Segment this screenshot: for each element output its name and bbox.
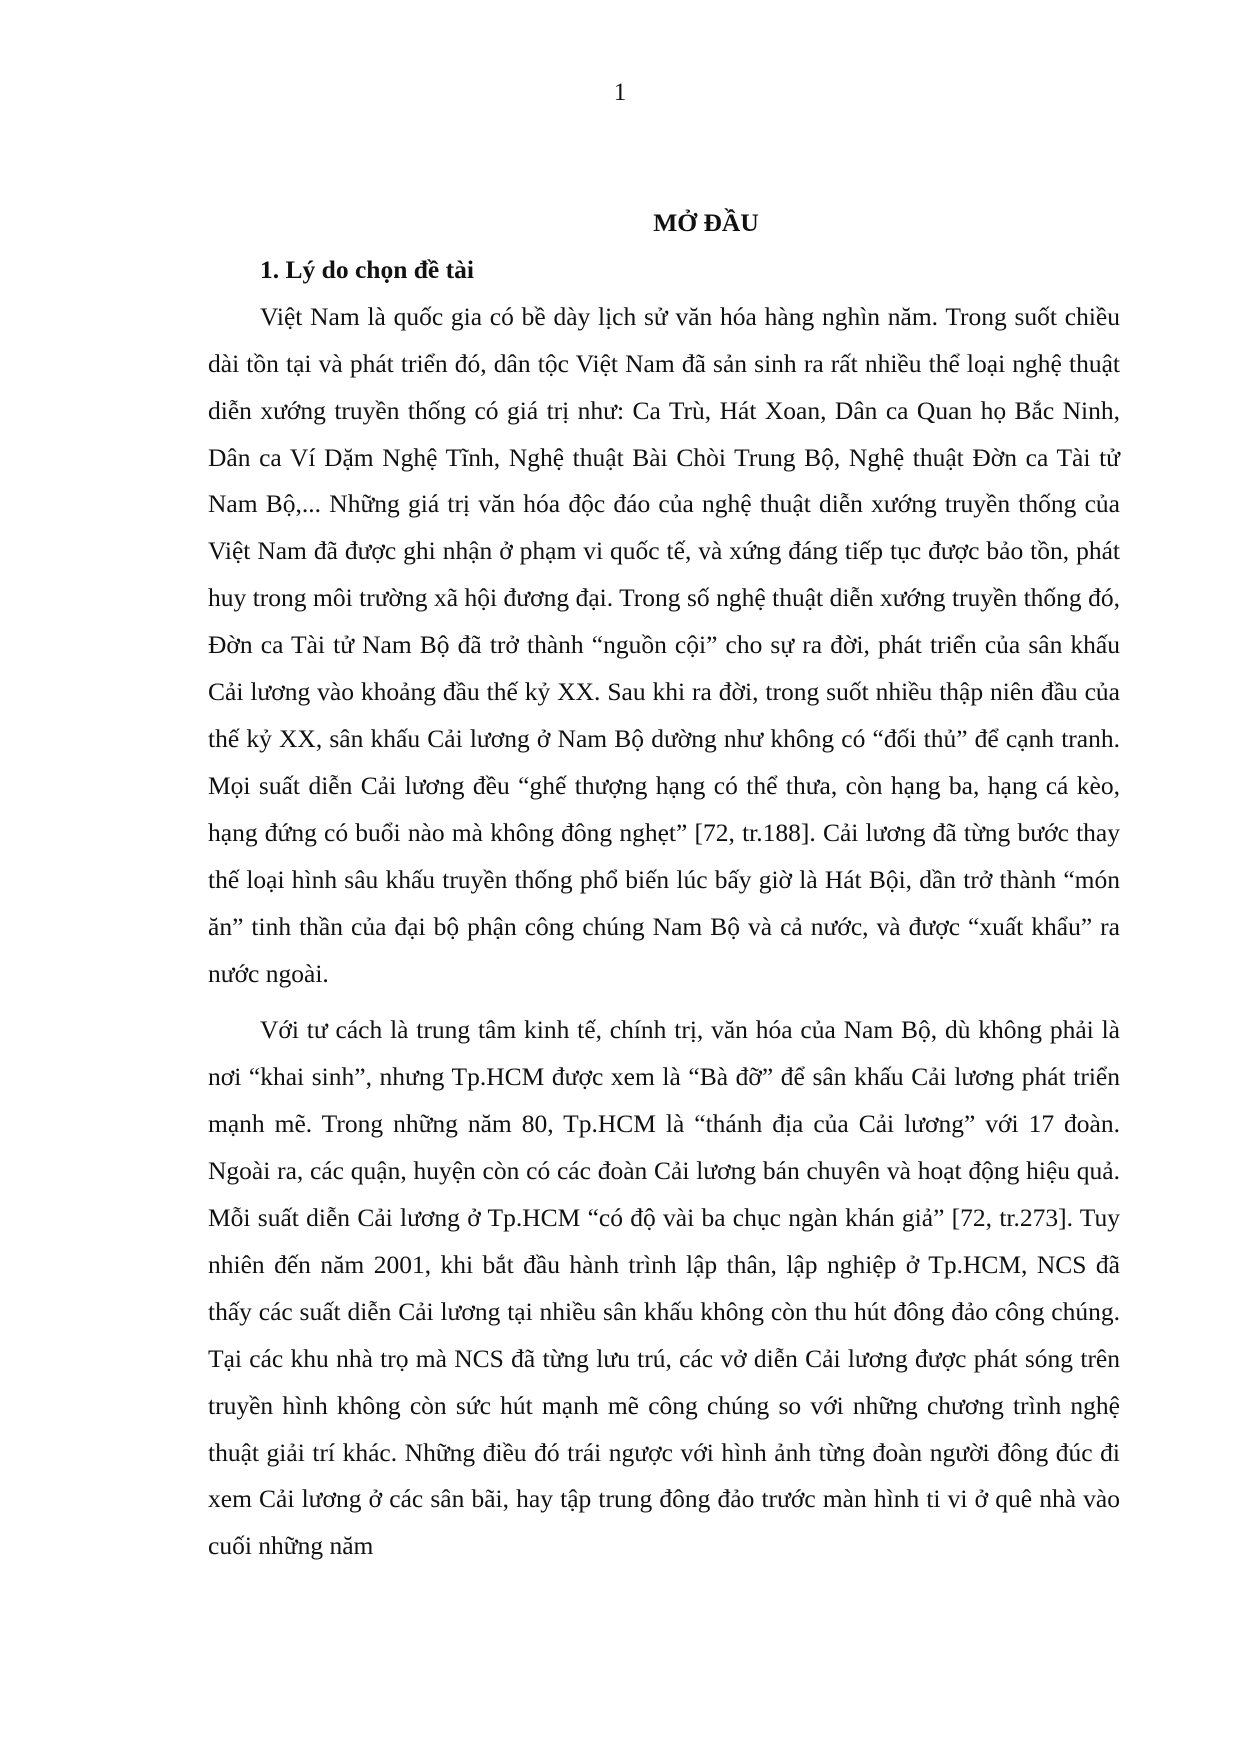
paragraph-2: Với tư cách là trung tâm kinh tế, chính trị, văn hóa của Nam Bộ, dù không phải là nơi “khai sinh”, nhưng Tp.HCM được xem là “Bà đỡ” để sân khấu Cải lương phát triển mạnh mẽ. Trong những năm 80, Tp.HCM là “thánh địa của Cải lương” với 17 đoàn. Ngoài ra, các quận, huyện còn có các đoàn Cải lương bán chuyên và hoạt động hiệu quả. Mỗi suất diễn Cải lương ở Tp.HCM “có độ vài ba chục ngàn khán giả” [72, tr.273]. Tuy nhiên đến năm 2001, khi bắt đầu hành trình lập thân, lập nghiệp ở Tp.HCM, NCS đã thấy các suất diễn Cải lương tại nhiều sân khấu không còn thu hút đông đảo công chúng. Tại các khu nhà trọ mà NCS đã từng lưu trú, các vở diễn Cải lương được phát sóng trên truyền hình không còn sức hút mạnh mẽ công chúng so với những chương trình nghệ thuật giải trí khác. Những điều đó trái ngược với hình ảnh từng đoàn người đông đúc đi xem Cải lương ở các sân bãi, hay tập trung đông đảo trước màn hình ti vi ở quê nhà vào cuối những năm bbox=[208, 1015, 1120, 1561]
page-number: 1 bbox=[613, 79, 627, 106]
page-content bbox=[208, 200, 1120, 1570]
subsection-title: 1. Lý do chọn đề tài bbox=[260, 254, 474, 284]
section-title: MỞ ĐẦU bbox=[653, 208, 759, 237]
paragraph-1: Việt Nam là quốc gia có bề dày lịch sử văn hóa hàng nghìn năm. Trong suốt chiều dài tồn tại và phát triển đó, dân tộc Việt Nam đã sản sinh ra rất nhiều thể loại nghệ thuật diễn xướng truyền thống có giá trị như: Ca Trù, Hát Xoan, Dân ca Quan họ Bắc Ninh, Dân ca Ví Dặm Nghệ Tĩnh, Nghệ thuật Bài Chòi Trung Bộ, Nghệ thuật Đờn ca Tài tử Nam Bộ,... Những giá trị văn hóa độc đáo của nghệ thuật diễn xướng truyền thống của Việt Nam đã được ghi nhận ở phạm vi quốc tế, và xứng đáng tiếp tục được bảo tồn, phát huy trong môi trường xã hội đương đại. Trong số nghệ thuật diễn xướng truyền thống đó, Đờn ca Tài tử Nam Bộ đã trở thành “nguồn cội” cho sự ra đời, phát triển của sân khấu Cải lương vào khoảng đầu thế kỷ XX. Sau khi ra đời, trong suốt nhiều thập niên đầu của thế kỷ XX, sân khấu Cải lương ở Nam Bộ dường như không có “đối thủ” để cạnh tranh. Mọi suất diễn Cải lương đều “ghế thượng hạng có thể thưa, còn hạng ba, hạng cá kèo, hạng đứng có buổi nào mà không đông nghẹt” [72, tr.188]. Cải lương đã từng bước thay thế loại hình sâu khấu truyền thống phổ biến lúc bấy giờ là Hát Bội, dần trở thành “món ăn” tinh thần của đại bộ phận công chúng Nam Bộ và cả nước, và được “xuất khẩu” ra nước ngoài. bbox=[208, 301, 1120, 988]
